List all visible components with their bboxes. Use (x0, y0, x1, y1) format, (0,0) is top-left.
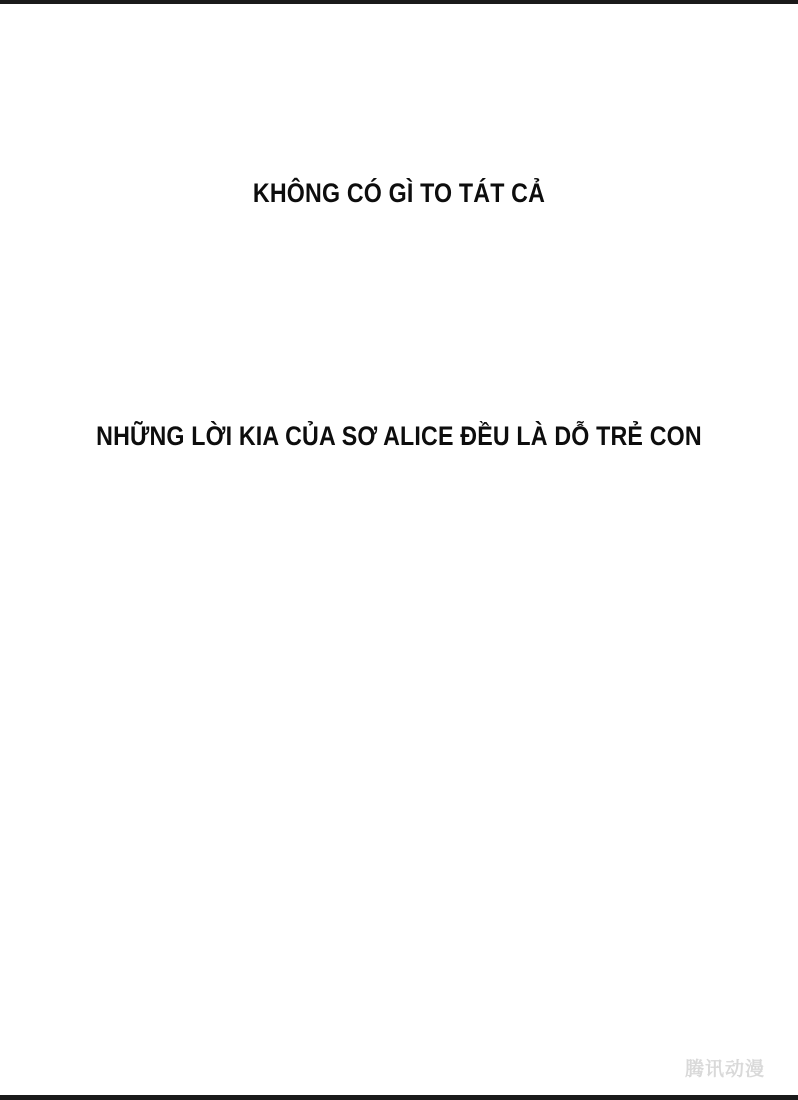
panel-bottom-border (0, 1095, 798, 1100)
caption-line-1: KHÔNG CÓ GÌ TO TÁT CẢ (252, 178, 546, 208)
caption-line-2: NHỮNG LỜI KIA CỦA SƠ ALICE ĐỀU LÀ DỖ TRẺ CON (96, 421, 702, 451)
watermark-logo: 腾讯动漫 (684, 1058, 765, 1080)
panel-top-border (0, 0, 798, 4)
